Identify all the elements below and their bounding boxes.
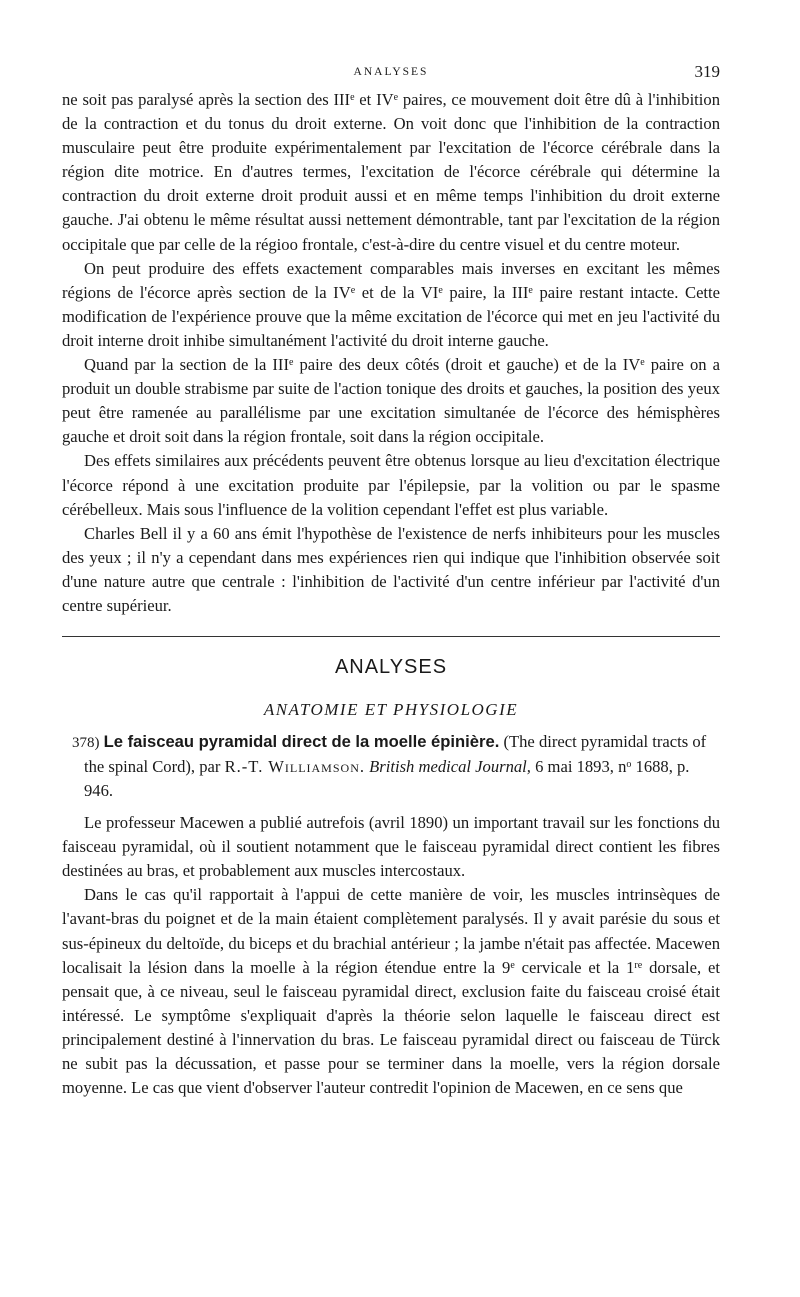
paragraph: Le professeur Macewen a publié autrefois (avril 1890) un important travail sur les fonctions du faisceau pyramidal, où il soutient notamment que le faisceau pyramidal direct contient les fibres destinées au bras, et probablement aux muscles intercostaux.: [62, 813, 720, 881]
section-divider: [62, 636, 720, 637]
book-page: [62, 62, 720, 1100]
paragraph: On peut produire des effets exactement comparables mais inverses en excitant les mêmes régions de l'écorce après section de la IVe et de la VIe paire, la IIIe paire restant intacte. Cette modification de l'expérience prouve que la même excitation de l'écorce qui met en jeu l'activité du droit interne droit inhibe simultanément l'activité du droit interne gauche.: [62, 258, 721, 350]
review-entry-header: [72, 730, 720, 803]
running-title: ANALYSES: [353, 66, 429, 78]
continued-article: [62, 88, 720, 618]
paragraph: Dans le cas qu'il rapportait à l'appui de cette manière de voir, les muscles intrinsèques de l'avant-bras du poignet et de la main étaient complètement paralysés. Il y avait parésie du sous et sus-épineux du deltoïde, du biceps et du brachial antérieur ; la jambe n'était pas affectée. Macewen localisait la lésion dans la moelle à la région étendue entre la 9e cervicale et la 1re dorsale, et pensait que, à ce niveau, seul le faisceau pyramidal direct, exclusion faite du faisceau croisé était intéressé. Le symptôme s'expliquait d'après la théorie selon laquelle le faisceau direct est principalement destiné à l'innervation du bras. Le faisceau pyramidal direct ou faisceau de Türck ne subit pas la décussation, et passe pour se terminer dans la moelle, vers la région dorsale moyenne. Le cas que vient d'observer l'auteur contredit l'opinion de Macewen, en ce sens que: [62, 885, 720, 1098]
entry-author: R.-T. Williamson.: [224, 757, 366, 777]
running-header: [62, 62, 720, 88]
entry-journal: British medical Journal,: [369, 757, 531, 777]
paragraph: Des effets similaires aux précédents peuvent être obtenus lorsque au lieu d'excitation électrique l'écorce répond à une excitation produite par l'épilepsie, par la volition ou par le spasme cérébelleux. Mais sous l'influence de la volition cependant l'effet est plus variable.: [62, 451, 720, 519]
entry-citation: 6 mai 1893, $n^o$ 1688, p. 946.: [84, 757, 690, 801]
section-heading: ANALYSES: [334, 656, 448, 679]
page-number: 319: [694, 62, 720, 81]
section-subheading: ANATOMIE ET PHYSIOLOGIE: [263, 700, 519, 720]
paragraph: Charles Bell il y a 60 ans émit l'hypothèse de l'existence de nerfs inhibiteurs pour les muscles des yeux ; il n'y a cependant dans mes expériences rien qui indique que l'inhibition observée soit d'une nature autre que centrale : l'inhibition de l'activité d'un centre inférieur par l'activité d'un centre supérieur.: [62, 523, 720, 615]
entry-translation: (The direct pyramidal tracts of the spinal Cord), par: [84, 732, 707, 777]
paragraph: Quand par la section de la IIIe paire des deux côtés (droit et gauche) et de la IVe paire on a produit un double strabisme par suite de l'action tonique des droits et gauches, la position des yeux peut être ramenée au parallélisme par une excitation simultanée de l'écorce des hémisphères gauche et droit soit dans la région frontale, soit dans la région occipitale.: [62, 355, 720, 447]
review-body: [62, 811, 720, 1100]
paragraph: ne soit pas paralysé après la section des IIIe et IVe paires, ce mouvement doit être dû à l'inhibition de la contraction et du tonus du droit externe. On voit donc que l'inhibition de la contraction musculaire peut être produite expérimentalement par l'excitation de l'écorce cérébrale dans la région dite motrice. En d'autres termes, l'excitation de l'écorce cérébrale qui détermine la contraction du droit externe droit produit aussi et en même temps l'inhibition du droit externe gauche. J'ai obtenu le même résultat aussi nettement démontrable, tant par l'excitation de la région occipitale que par celle de la régioo frontale, c'est-à-dire du centre visuel et du centre moteur.: [62, 90, 720, 254]
entry-title: Le faisceau pyramidal direct de la moelle épinière.: [103, 732, 500, 752]
entry-number: 378): [72, 735, 100, 752]
